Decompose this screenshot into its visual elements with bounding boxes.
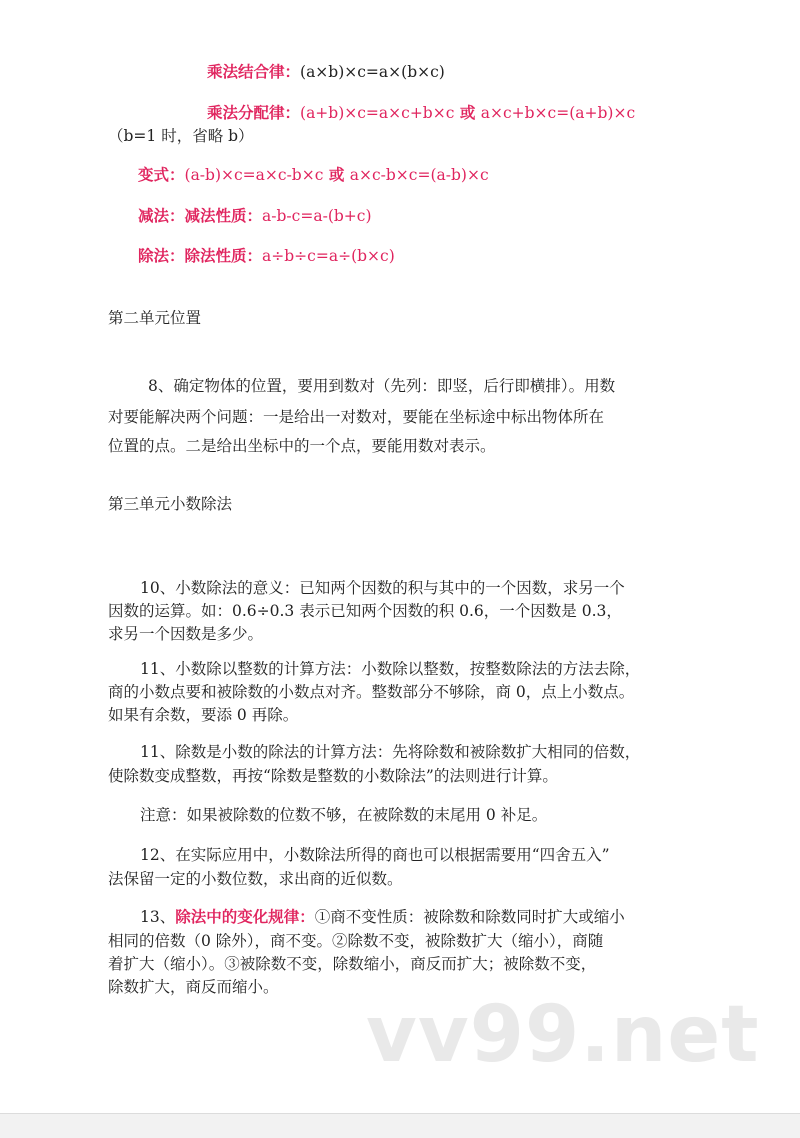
p13-line-1 xyxy=(140,907,625,927)
p13-line-2: 相同的倍数（0 除外），商不变。②除数不变，被除数扩大（缩小），商随 xyxy=(108,932,604,950)
dist-law-label: 乘法分配律： xyxy=(207,103,301,122)
variant-formula: (a-b)×c=a×c-b×c xyxy=(184,166,324,184)
division-prop-label: 除法性质： xyxy=(184,246,263,265)
p11b-line-2: 使除数变成整数，再按“除数是整数的小数除法”的法则进行计算。 xyxy=(108,767,558,785)
assoc-law-line xyxy=(207,62,445,82)
p8-line-3: 位置的点。二是给出坐标中的一个点，要能用数对表示。 xyxy=(108,437,496,455)
p13-line-4: 除数扩大，商反而缩小。 xyxy=(108,978,279,996)
dist-law-line xyxy=(207,103,635,123)
division-formula: a÷b÷c=a÷(b×c) xyxy=(262,247,395,265)
dist-law-formula: (a+b)×c=a×c+b×c xyxy=(300,104,455,122)
viewer-bottom-bar xyxy=(0,1113,800,1138)
division-line xyxy=(138,246,395,266)
dist-law-formula-2: a×c+b×c=(a+b)×c xyxy=(480,104,636,122)
p13-first: ①商不变性质：被除数和除数同时扩大或缩小 xyxy=(314,908,625,926)
unit3-heading: 第三单元小数除法 xyxy=(108,495,233,513)
subtraction-prop-label: 减法性质： xyxy=(184,206,263,225)
p10-line-3: 求另一个因数是多少。 xyxy=(108,625,264,643)
p11a-line-1: 11、小数除以整数的计算方法：小数除以整数，按整数除法的方法去除， xyxy=(140,660,641,678)
dist-law-or: 或 xyxy=(459,103,476,122)
division-label: 除法： xyxy=(138,246,185,265)
p10-line-2: 因数的运算。如：0.6÷0.3 表示已知两个因数的积 0.6，一个因数是 0.3， xyxy=(108,602,622,620)
p12-line-2: 法保留一定的小数位数，求出商的近似数。 xyxy=(108,870,403,888)
p13-label: 除法中的变化规律： xyxy=(175,907,315,926)
subtraction-line xyxy=(138,206,372,226)
p12-line-1: 12、在实际应用中，小数除法所得的商也可以根据需要用“四舍五入” xyxy=(140,846,610,864)
p8-line-1: 8、确定物体的位置，要用到数对（先列：即竖，后行即横排）。用数 xyxy=(148,377,616,395)
variant-or: 或 xyxy=(328,165,345,184)
variant-label: 变式： xyxy=(138,165,185,184)
subtraction-label: 减法： xyxy=(138,206,185,225)
p11a-line-2: 商的小数点要和被除数的小数点对齐。整数部分不够除，商 0，点上小数点。 xyxy=(108,683,635,701)
assoc-law-formula: (a×b)×c=a×(b×c) xyxy=(300,63,445,81)
variant-formula-2: a×c-b×c=(a-b)×c xyxy=(349,166,489,184)
note-line: 注意：如果被除数的位数不够，在被除数的末尾用 0 补足。 xyxy=(140,806,548,824)
p11b-line-1: 11、除数是小数的除法的计算方法：先将除数和被除数扩大相同的倍数， xyxy=(140,743,641,761)
variant-line xyxy=(138,165,489,185)
p13-line-3: 着扩大（缩小）。③被除数不变，除数缩小，商反而扩大；被除数不变， xyxy=(108,955,597,973)
assoc-law-label: 乘法结合律： xyxy=(207,62,301,81)
watermark: vv99.net xyxy=(366,990,760,1080)
p8-line-2: 对要能解决两个问题：一是给出一对数对，要能在坐标途中标出物体所在 xyxy=(108,408,605,426)
unit2-heading: 第二单元位置 xyxy=(108,309,202,327)
p10-line-1: 10、小数除法的意义：已知两个因数的积与其中的一个因数，求另一个 xyxy=(140,579,625,597)
dist-law-note: （b=1 时，省略 b） xyxy=(108,127,254,145)
p13-prefix: 13、 xyxy=(140,908,176,926)
p11a-line-3: 如果有余数，要添 0 再除。 xyxy=(108,706,299,724)
subtraction-formula: a-b-c=a-(b+c) xyxy=(262,207,372,225)
